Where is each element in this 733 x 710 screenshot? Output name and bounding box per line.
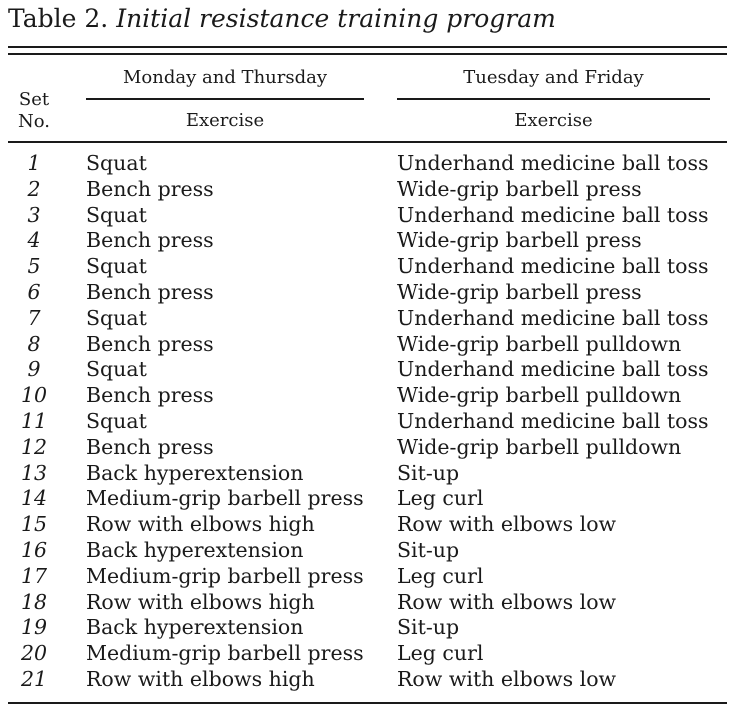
- set-number-cell: 1: [27, 151, 41, 175]
- set-number-cell: 13: [20, 460, 48, 485]
- top-double-rule-upper: [8, 46, 727, 48]
- monday-thursday-exercise-cell: Bench press: [86, 176, 214, 201]
- monday-thursday-exercise-cell: Squat: [86, 151, 147, 175]
- table-row: [0, 667, 733, 693]
- tuesday-friday-exercise-cell: Wide-grip barbell pulldown: [397, 331, 682, 356]
- monday-thursday-exercise-cell: Row with elbows high: [86, 666, 315, 691]
- table-row: [0, 461, 733, 487]
- monday-thursday-exercise-cell: Back hyperextension: [86, 615, 304, 640]
- set-number-cell: 9: [27, 357, 41, 382]
- table-row: [0, 383, 733, 409]
- set-number-cell: 21: [20, 666, 48, 691]
- monday-thursday-subrule: [86, 98, 364, 100]
- caption-label: Table 2.: [8, 4, 109, 33]
- table-row: [0, 306, 733, 332]
- monday-thursday-exercise-cell: Medium-grip barbell press: [86, 563, 364, 588]
- tuesday-friday-exercise-cell: Underhand medicine ball toss: [397, 357, 709, 382]
- set-number-cell: 11: [20, 408, 48, 433]
- set-number-cell: 18: [20, 589, 48, 614]
- set-number-cell: 15: [20, 512, 48, 537]
- exercise-header-tue-fri: Exercise: [514, 110, 593, 131]
- table-row: [0, 590, 733, 616]
- table-row: [0, 538, 733, 564]
- set-number-cell: 10: [20, 383, 48, 408]
- table-row: [0, 615, 733, 641]
- exercise-header-mon-thu: Exercise: [185, 110, 265, 131]
- monday-thursday-exercise-cell: Squat: [86, 408, 147, 433]
- set-number-cell: 17: [20, 563, 48, 588]
- monday-thursday-exercise-cell: Bench press: [86, 279, 214, 304]
- table-row: [0, 435, 733, 461]
- table-caption: [8, 4, 556, 33]
- tuesday-friday-exercise-cell: Row with elbows low: [397, 512, 617, 537]
- monday-thursday-exercise-cell: Bench press: [86, 228, 214, 253]
- table-row: [0, 203, 733, 229]
- monday-thursday-exercise-cell: Squat: [86, 254, 147, 279]
- tuesday-friday-exercise-cell: Sit-up: [397, 615, 460, 640]
- tuesday-friday-exercise-cell: Wide-grip barbell press: [397, 279, 642, 304]
- table-body: [0, 151, 733, 693]
- top-double-rule-lower: [8, 53, 727, 55]
- table-row: [0, 564, 733, 590]
- monday-thursday-exercise-cell: Bench press: [86, 434, 214, 459]
- monday-thursday-exercise-cell: Row with elbows high: [86, 589, 315, 614]
- table-row: [0, 151, 733, 177]
- table-row: [0, 357, 733, 383]
- monday-thursday-exercise-cell: Medium-grip barbell press: [86, 486, 364, 511]
- set-number-cell: 20: [20, 641, 48, 666]
- monday-thursday-exercise-cell: Bench press: [86, 331, 214, 356]
- set-number-cell: 7: [27, 305, 41, 330]
- tuesday-friday-subrule: [397, 98, 710, 100]
- monday-thursday-exercise-cell: Squat: [86, 202, 147, 227]
- table-row: [0, 486, 733, 512]
- tuesday-friday-exercise-cell: Leg curl: [397, 486, 484, 511]
- tuesday-friday-exercise-cell: Row with elbows low: [397, 589, 617, 614]
- tuesday-friday-exercise-cell: Sit-up: [397, 460, 460, 485]
- set-number-cell: 19: [20, 615, 48, 640]
- table-row: [0, 177, 733, 203]
- table-row: [0, 228, 733, 254]
- tuesday-friday-exercise-cell: Sit-up: [397, 537, 460, 562]
- set-number-cell: 6: [27, 279, 41, 304]
- tuesday-friday-exercise-cell: Wide-grip barbell press: [397, 228, 642, 253]
- tuesday-friday-exercise-cell: Underhand medicine ball toss: [397, 305, 709, 330]
- set-number-cell: 3: [27, 202, 41, 227]
- tuesday-friday-exercise-cell: Leg curl: [397, 641, 484, 666]
- table-bottom-rule: [8, 702, 727, 704]
- tuesday-friday-exercise-cell: Underhand medicine ball toss: [397, 254, 709, 279]
- set-number-cell: 16: [20, 537, 48, 562]
- tuesday-friday-header: Tuesday and Friday: [463, 67, 644, 88]
- table-row: [0, 332, 733, 358]
- table-row: [0, 641, 733, 667]
- tuesday-friday-exercise-cell: Leg curl: [397, 563, 484, 588]
- set-header-line1: Set: [18, 89, 50, 110]
- tuesday-friday-exercise-cell: Wide-grip barbell pulldown: [397, 383, 682, 408]
- caption-title: Initial resistance training program: [116, 4, 556, 33]
- tuesday-friday-exercise-cell: Underhand medicine ball toss: [397, 151, 709, 175]
- tuesday-friday-exercise-cell: Row with elbows low: [397, 666, 617, 691]
- monday-thursday-exercise-cell: Row with elbows high: [86, 512, 315, 537]
- set-number-cell: 5: [27, 254, 41, 279]
- set-no-header: [14, 89, 54, 133]
- monday-thursday-exercise-cell: Squat: [86, 357, 147, 382]
- monday-thursday-exercise-cell: Medium-grip barbell press: [86, 641, 364, 666]
- table-row: [0, 254, 733, 280]
- monday-thursday-exercise-cell: Back hyperextension: [86, 460, 304, 485]
- monday-thursday-exercise-cell: Squat: [86, 305, 147, 330]
- monday-thursday-header: Monday and Thursday: [122, 67, 328, 88]
- set-number-cell: 14: [20, 486, 48, 511]
- set-number-cell: 4: [27, 228, 41, 253]
- table-row: [0, 280, 733, 306]
- monday-thursday-exercise-cell: Bench press: [86, 383, 214, 408]
- tuesday-friday-exercise-cell: Wide-grip barbell press: [397, 176, 642, 201]
- set-number-cell: 2: [27, 176, 41, 201]
- tuesday-friday-exercise-cell: Underhand medicine ball toss: [397, 202, 709, 227]
- set-number-cell: 12: [20, 434, 48, 459]
- set-number-cell: 8: [27, 331, 41, 356]
- table-row: [0, 512, 733, 538]
- tuesday-friday-exercise-cell: Underhand medicine ball toss: [397, 408, 709, 433]
- tuesday-friday-exercise-cell: Wide-grip barbell pulldown: [397, 434, 682, 459]
- monday-thursday-exercise-cell: Back hyperextension: [86, 537, 304, 562]
- set-header-line2: No.: [18, 111, 50, 132]
- table-row: [0, 409, 733, 435]
- header-bottom-rule: [8, 141, 727, 143]
